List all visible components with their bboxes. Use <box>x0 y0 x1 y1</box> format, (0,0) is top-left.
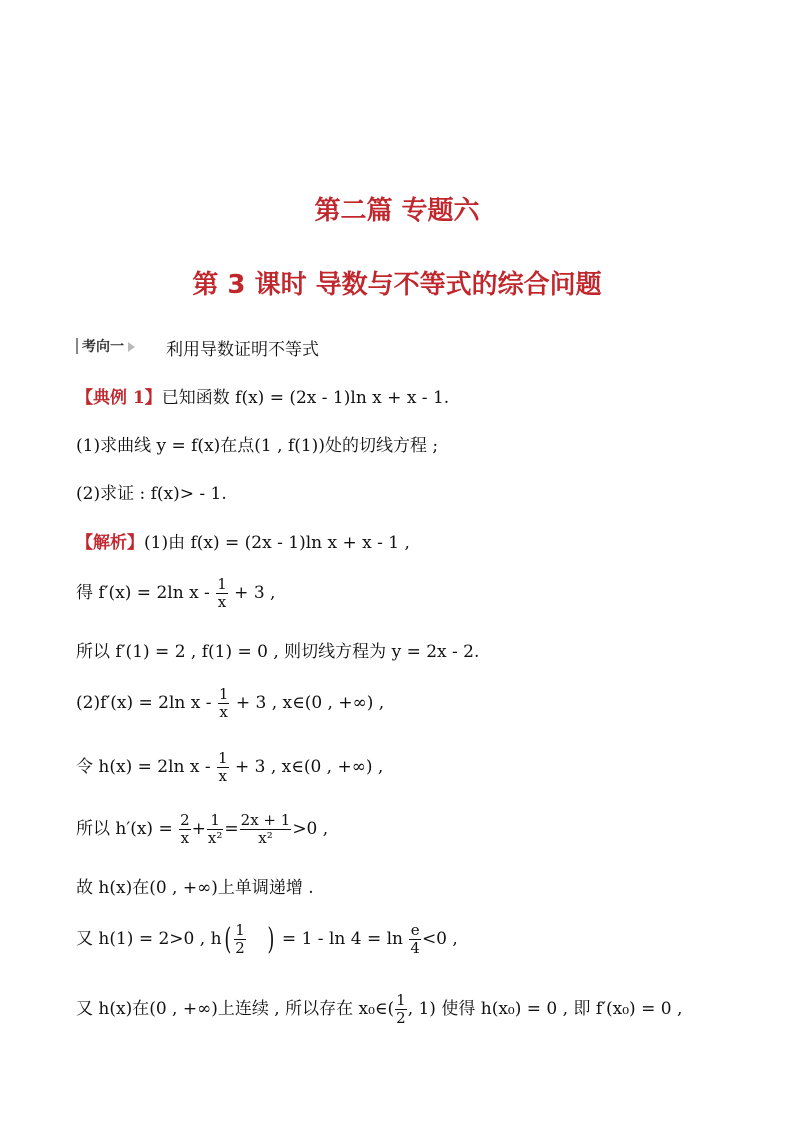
frac-den: x <box>180 829 190 847</box>
fraction-1-over-2 <box>234 922 246 957</box>
frac-num: 1 <box>218 685 229 703</box>
solution-text: (1)由 f(x) = (2x - 1)ln x + x - 1 , <box>144 533 410 553</box>
h-derivative-line: 所以 h′(x) = $\frac{2}{x}$ + $\frac{1}{\text{x²}}$ = $\frac{2x + 1}{\text{x²}}$ >0 , <box>76 811 329 847</box>
fraction-e-over-4 <box>409 922 421 957</box>
frac-num: e <box>410 921 420 939</box>
frac-den: x <box>219 703 228 721</box>
tag-bar <box>76 338 78 354</box>
section-heading: 利用导数证明不等式 <box>166 340 319 360</box>
part2-derivative-line <box>76 686 384 721</box>
derivative-pre: 得 f′(x) = 2ln x - <box>76 583 210 603</box>
frac-num: 1 <box>396 991 406 1009</box>
fraction-1-over-x <box>218 686 230 721</box>
frac-den: x² <box>207 829 223 847</box>
lesson-title: 第 3 课时 导数与不等式的综合问题 <box>192 270 602 300</box>
frac-num: 1 <box>235 921 245 939</box>
frac-num: 1 <box>207 812 223 830</box>
h-values-mid: = 1 - ln 4 = ln <box>281 929 403 949</box>
frac-den: 2 <box>235 939 245 957</box>
example-line <box>76 386 449 410</box>
fraction-1-over-2 <box>395 992 407 1027</box>
h-values-pre: 又 h(1) = 2>0 , h <box>76 929 222 949</box>
frac-num: 1 <box>218 749 228 767</box>
h-values-post: <0 , <box>421 929 458 949</box>
define-h-post: + 3 , x∈(0 , +∞) , <box>234 757 384 777</box>
tangent-result: 所以 f′(1) = 2 , f(1) = 0 , 则切线方程为 y = 2x - 2. <box>76 642 480 662</box>
triangle-icon <box>128 342 135 352</box>
right-paren: ) <box>267 921 275 957</box>
frac-num: 2 <box>180 811 190 829</box>
solution-line <box>76 531 410 555</box>
section-tag <box>76 336 135 356</box>
left-paren: ( <box>223 921 231 957</box>
part2-pre: (2)f′(x) = 2ln x - <box>76 693 212 713</box>
fraction-1-over-x <box>216 576 228 611</box>
fraction-2-over-x <box>179 812 191 847</box>
h-derivative-post: >0 , <box>292 819 329 839</box>
existence-post: , 1) 使得 h(x₀) = 0 , 即 f′(x₀) = 0 , <box>407 999 683 1019</box>
tag-label: 考向一 <box>82 339 124 355</box>
question-2: (2)求证 : f(x)> - 1. <box>76 484 227 504</box>
existence-line <box>76 992 682 1027</box>
frac-den: x <box>218 767 228 785</box>
h-values-line <box>76 922 458 957</box>
define-h-line <box>76 750 383 785</box>
fraction-2x-plus-1-over-x2 <box>240 812 292 847</box>
fraction-1-over-x <box>217 750 229 785</box>
frac-den: x² <box>258 829 273 847</box>
monotonic-line: 故 h(x)在(0 , +∞)上单调递增 . <box>76 878 314 898</box>
question-1: (1)求曲线 y = f(x)在点(1 , f(1))处的切线方程 ; <box>76 436 439 456</box>
part2-post: + 3 , x∈(0 , +∞) , <box>235 693 385 713</box>
solution-label: 【解析】 <box>76 533 144 553</box>
frac-den: 4 <box>410 939 420 957</box>
derivative-post: + 3 , <box>234 583 276 603</box>
h-derivative-pre: 所以 h′(x) = <box>76 819 173 839</box>
fraction-1-over-x2 <box>207 812 223 847</box>
derivative-line <box>76 576 275 611</box>
example-label: 【典例 1】 <box>76 388 162 408</box>
define-h-pre: 令 h(x) = 2ln x - <box>76 757 211 777</box>
frac-den: x <box>217 593 227 611</box>
frac-num: 2x + 1 <box>240 811 291 829</box>
existence-pre: 又 h(x)在(0 , +∞)上连续 , 所以存在 x₀∈( <box>76 999 395 1019</box>
example-text: 已知函数 f(x) = (2x - 1)ln x + x - 1. <box>161 388 450 408</box>
frac-den: 2 <box>396 1009 406 1027</box>
frac-num: 1 <box>217 575 227 593</box>
section-title: 第二篇 专题六 <box>314 196 480 226</box>
